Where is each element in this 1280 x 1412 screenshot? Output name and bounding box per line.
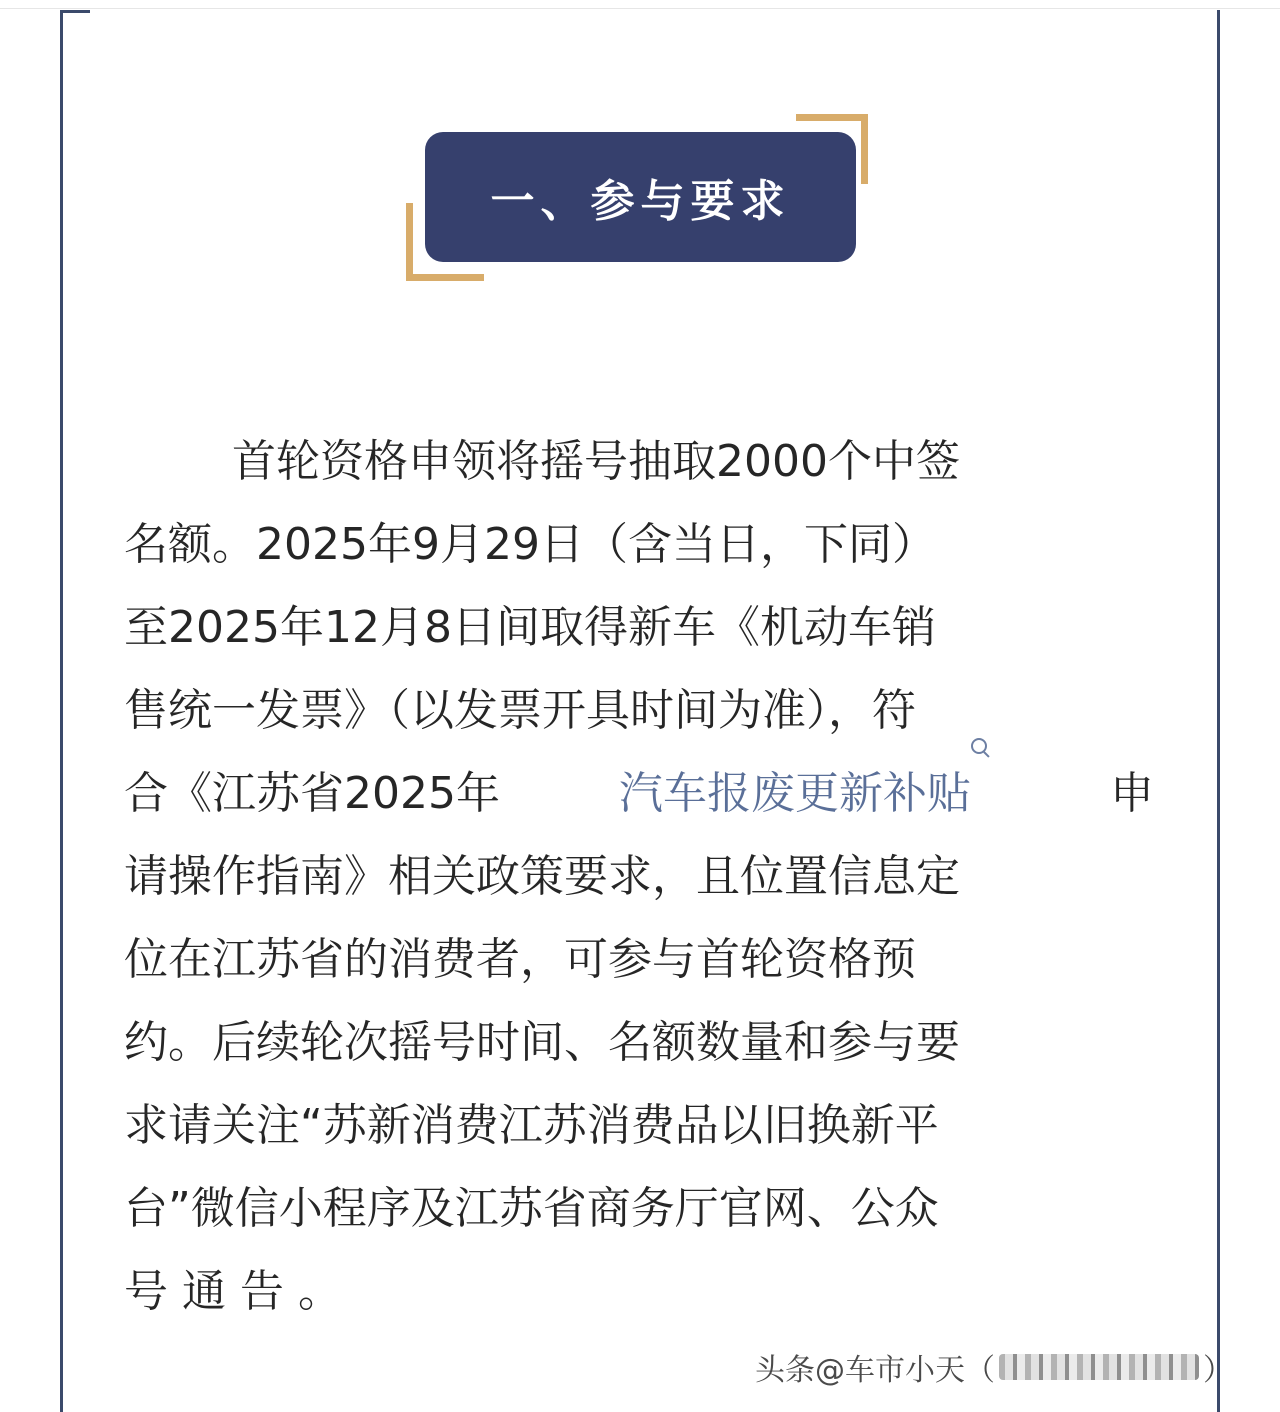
frame-left-border	[60, 10, 63, 1412]
subsidy-search-link[interactable]	[619, 752, 991, 835]
watermark-suffix: ）	[1203, 1353, 1233, 1388]
body-line-7	[124, 918, 1154, 1001]
body-line-1-text: 首轮资格申领将摇号抽取2000个中签	[232, 436, 960, 487]
source-watermark	[755, 1342, 1233, 1392]
body-line-8	[124, 1001, 1154, 1084]
body-line-10	[124, 1167, 1154, 1250]
body-line-10-text: 台”微信小程序及江苏省商务厅官网、公众	[124, 1183, 939, 1234]
body-line-2	[124, 503, 1154, 586]
watermark-redacted	[999, 1354, 1199, 1380]
heading-badge	[425, 132, 856, 262]
body-line-7-text: 位在江苏省的消费者，可参与首轮资格预	[124, 934, 916, 985]
body-line-11-text: 号通告。	[124, 1266, 356, 1317]
section-title: 一、参与要求	[490, 176, 791, 227]
body-line-9-text: 求请关注“苏新消费江苏消费品以旧换新平	[124, 1100, 939, 1151]
body-line-5-suffix: 申	[1109, 768, 1154, 819]
body-line-1	[124, 420, 1154, 503]
body-line-5-prefix: 合《江苏省2025年	[124, 768, 500, 819]
body-line-3-text: 至2025年12月8日间取得新车《机动车销	[124, 602, 936, 653]
body-line-8-text: 约。后续轮次摇号时间、名额数量和参与要	[124, 1017, 960, 1068]
body-line-4	[124, 669, 1154, 752]
body-line-6-text: 请操作指南》相关政策要求，且位置信息定	[124, 851, 960, 902]
body-line-2-text: 名额。2025年9月29日（含当日，下同）	[124, 519, 936, 570]
body-line-6	[124, 835, 1154, 918]
watermark-prefix: 头条@车市小天（	[755, 1353, 995, 1388]
body-line-3	[124, 586, 1154, 669]
body-line-11	[124, 1250, 1154, 1333]
subsidy-search-link-text[interactable]: 汽车报废更新补贴	[618, 768, 971, 819]
body-line-4-text: 售统一发票》（以发票开具时间为准），符	[124, 685, 916, 736]
search-icon[interactable]	[971, 738, 991, 760]
body-line-5	[124, 752, 1154, 835]
top-hairline	[0, 8, 1280, 9]
article-body	[124, 420, 1154, 1333]
frame-right-border	[1217, 10, 1220, 1412]
body-line-9	[124, 1084, 1154, 1167]
frame-left-cap	[60, 10, 90, 13]
